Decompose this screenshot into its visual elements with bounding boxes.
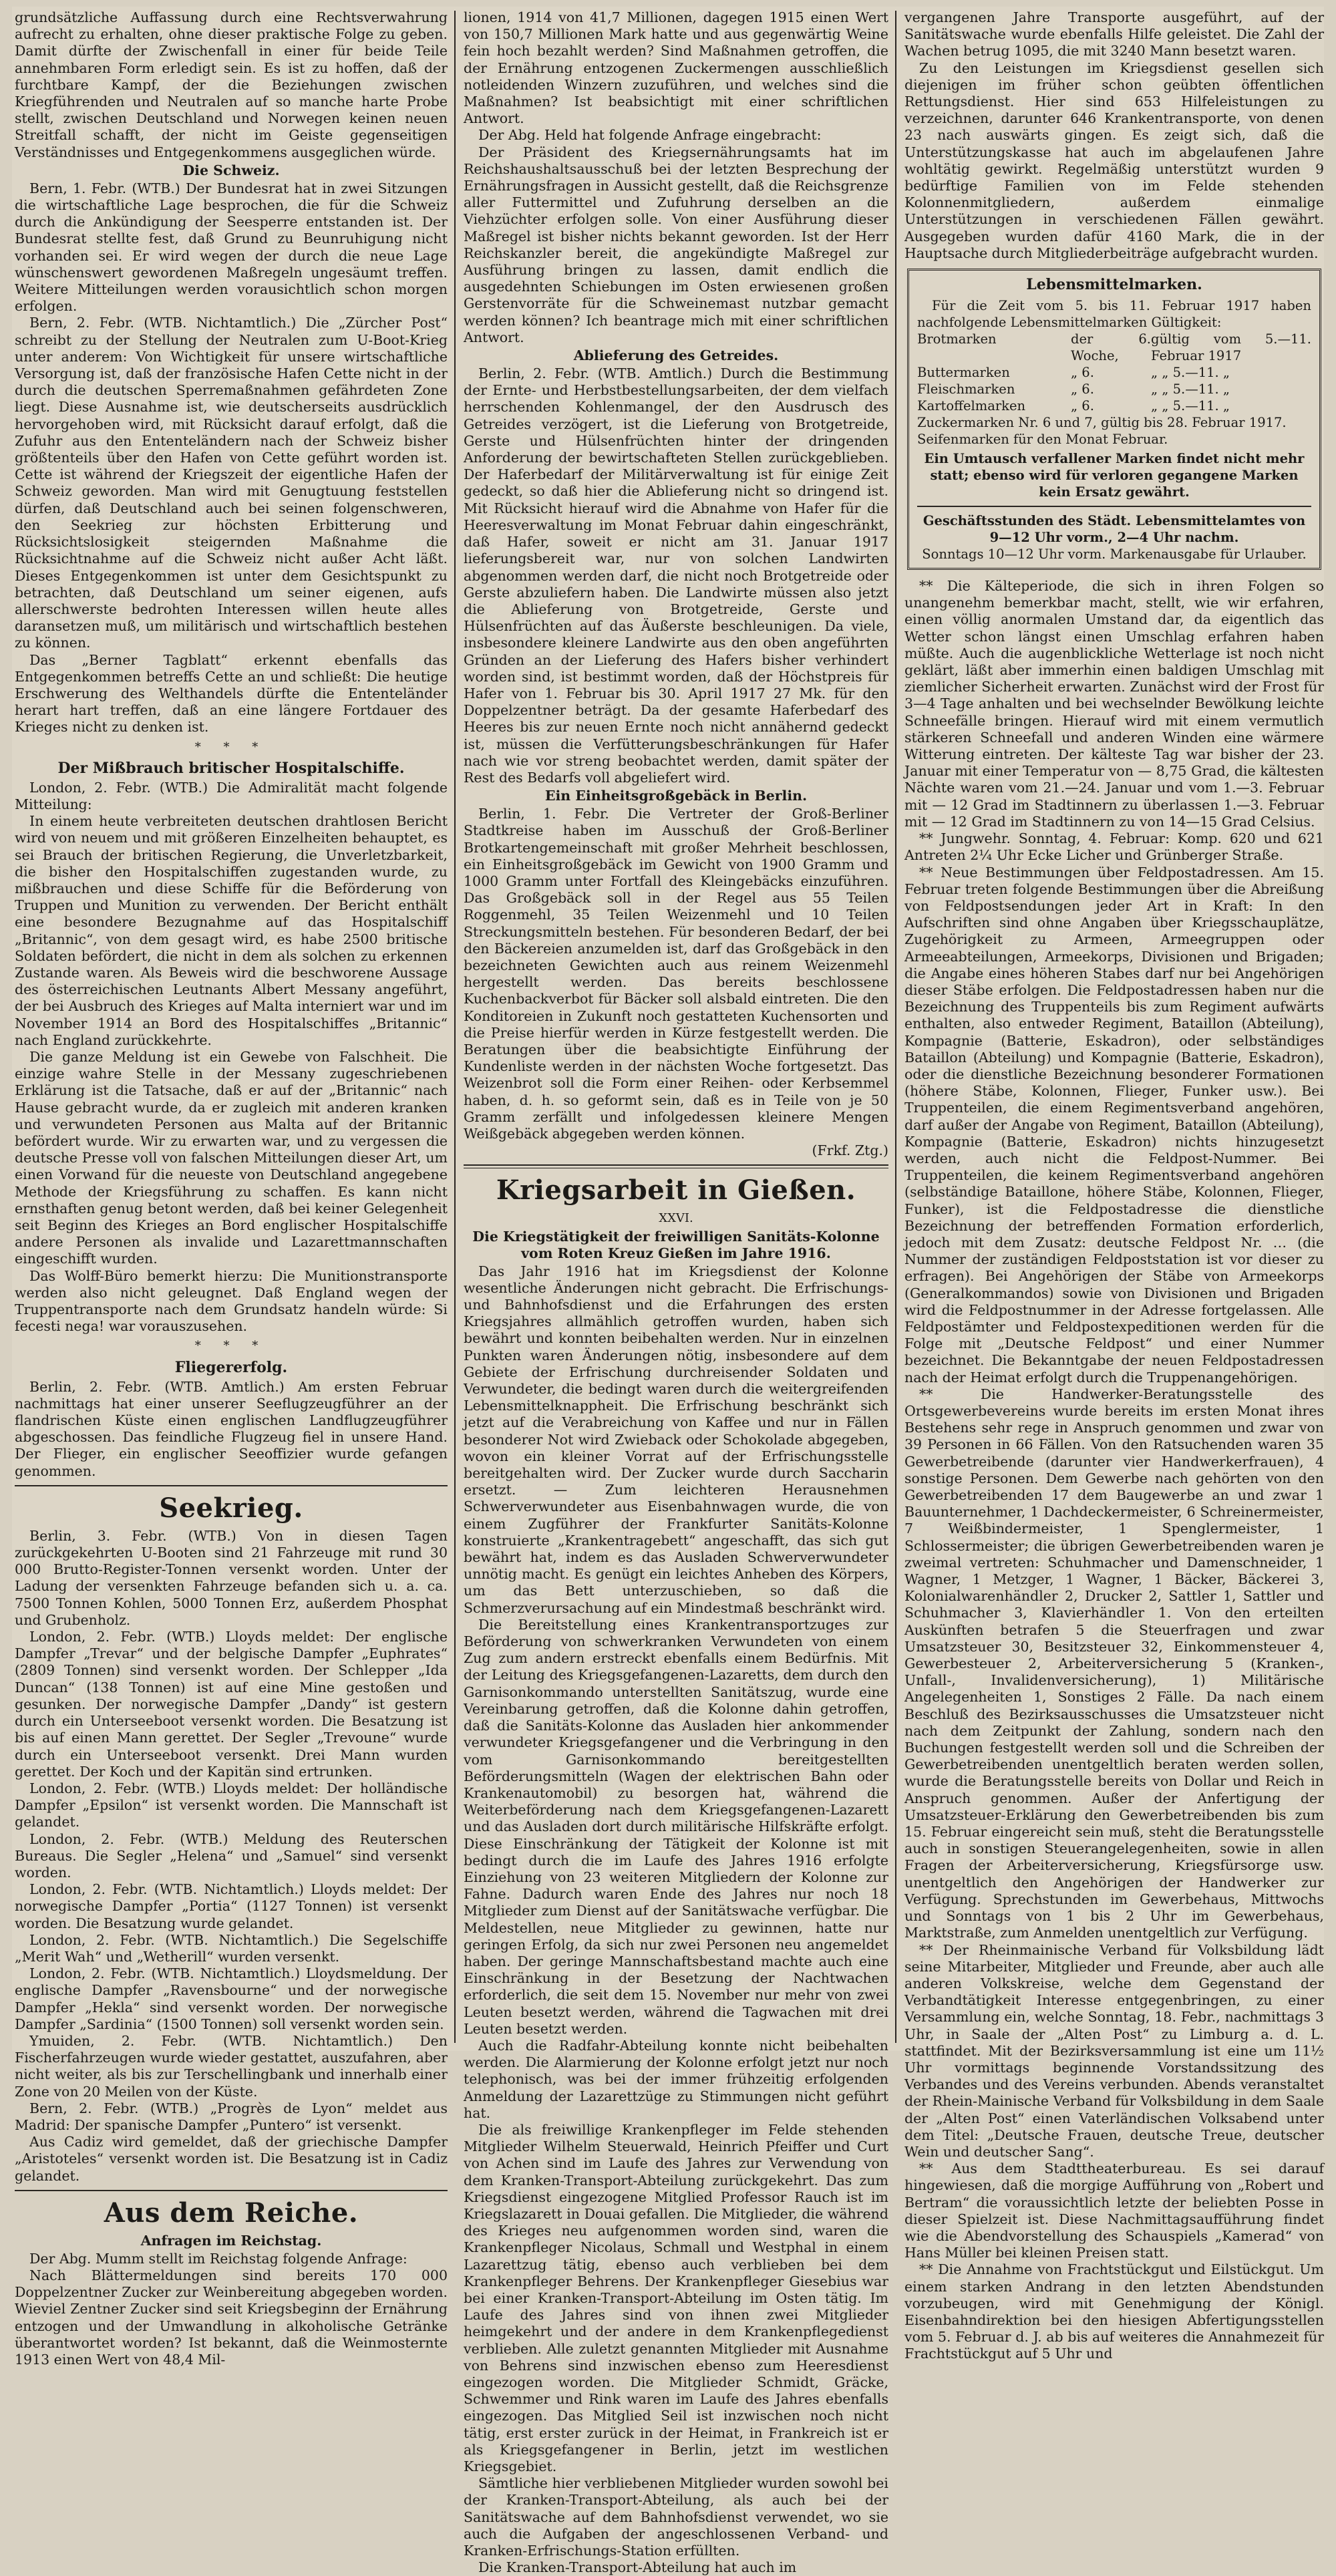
article-continuation: lionen, 1914 von 41,7 Millionen, dagegen 1915 einen Wert von 150,7 Millionen Mark hatte und aus gegenwärtig Weine fein hoch bezahlt werden? Sind Maßnahmen getroffen, die der Ernährung entzogenen Zuckermengen ausschließlich notleidenden Winzern zuzuführen, und welches sind die Maßnahmen? Ist beabsichtigt mit einer schriftlichen Antwort. — [464, 9, 888, 127]
section-heading: Ein Einheitsgroßgebäck in Berlin. — [544, 788, 808, 804]
article-continuation: vergangenen Jahre Transporte ausgeführt, auf der Sanitätswache wurde ebenfalls Hilfe geleistet. Die Zahl der Wachen betrug 1095, die mit 3240 Mann besetzt waren. — [904, 9, 1324, 59]
paragraph: ** Die Kälteperiode, die sich in ihren Folgen so unangenehm bemerkbar macht, stellt, wie wir erfahren, einen völlig anormalen Umstand dar, da eigentlich das Wetter schon längst einen Umschlag erfahren haben müßte. Auch die augenblickliche Wetterlage ist noch nicht geklärt, läßt aber immerhin einen baldigen Umschlag mit ziemlicher Sicherheit erwarten. Zunächst wird der Frost für 3—4 Tage anhalten und bei wechselnder Bewölkung leichte Schneefälle bringen. Hierauf wird mit einem vermutlich stärkeren Schneefall und anderen Winden eine wärmere Witterung eintreten. Der kälteste Tag war bisher der 23. Januar mit einer Temperatur von — 8,75 Grad, die kältesten Nächte waren vom 21.—24. Januar und vom 1.—3. Februar mit — 12 Grad im Stadtinnern zu überlassen 1.—3. Februar mit — 12 Grad im Stadtinnern zu von 14—15 Grad Celsius. — [904, 578, 1324, 830]
box-title: Lebensmittelmarken. — [1026, 276, 1202, 294]
paragraph: Bern, 2. Febr. (WTB. Nichtamtlich.) Die „Zürcher Post“ schreibt zu der Stellung der Neutralen zum U-Boot-Krieg unter anderem: Von Wichtigkeit für unsere wirtschaftliche Versorgung ist, daß der französische Hafen Cette nicht in der durch die deutschen Sperremaßnahmen gefährdeten Zone liegt. Diese Ausnahme ist, wie deutscherseits ausdrücklich hervorgehoben wird, mit Rücksicht darauf erfolgt, daß die Zufuhr aus den Ententeländern nach der Schweiz bisher größtenteils über den Hafen von Cette geführt worden ist. Cette ist während der Kriegszeit der eigentliche Hafen der Schweiz geworden. Man wird mit Genugtuung feststellen dürfen, daß Deutschland auch bei seinen folgenschweren, den Seekrieg zur höchsten Erbitterung und Rücksichtslosigkeit steigernden Maßnahme die Rücksichtnahme auf die Schweiz nicht außer Acht läßt. Dieses Entgegenkommen ist unter dem Gesichtspunkt zu betrachten, daß Deutschland um seiner eigenen, aufs allerschwerste bedrohten Interessen willen heute alles daransetzen muß, um militärisch und wirtschaftlich bestehen zu können. — [15, 315, 448, 651]
separator-stars: * * * — [194, 1339, 268, 1353]
paragraph: ** Aus dem Stadttheaterbureau. Es sei darauf hingewiesen, daß die morgige Aufführung von „Robert und Bertram“ die voraussichtlich letzte der beliebten Posse in dieser Spielzeit ist. Diese Nachmittagsaufführung findet wie die Abendvorstellung des Schauspiels „Kamerad“ von Hans Müller bei kleinen Preisen statt. — [904, 2160, 1324, 2261]
paragraph: Das Jahr 1916 hat im Kriegsdienst der Kolonne wesentliche Änderungen nicht gebracht. Die Erfrischungs- und Bahnhofsdienst und die Erfahrungen des ersten Kriegsjahres allmählich getroffen wurden, haben sich bewährt und konnten beibehalten werden. Nur in einzelnen Punkten waren Änderungen nötig, insbesondere auf dem Gebiete der Erfrischung durchreisender Soldaten und Verwundeter, die bedingt waren durch die weitergreifenden Lebensmittelknappheit. Die Erfrischung beschränkt sich jetzt auf die Verabreichung von Kaffee und nur in Fällen besonderer Not wird Zwieback oder Schokolade abgegeben, wovon ein kleiner Vorrat auf der Erfrischungsstelle bereitgehalten wird. Der Zucker wurde durch Saccharin ersetzt. — Zum leichteren Herausnehmen Schwerverwundeter aus Eisenbahnwagen wurde, die von einem Zugführer der Frankfurter Sanitäts-Kolonne konstruierte „Krankentragebett“ angeschafft, das sich gut bewährt hat, indem es das Ausladen Schwerverwundeter unnötig macht. Es genügt ein leichtes Anheben des Körpers, um das Bett unterzuschieben, so daß die Schmerzverursachung auf ein Mindestmaß beschränkt wird. — [464, 1263, 888, 1616]
divider — [15, 2190, 448, 2191]
column-3 — [904, 9, 1324, 2362]
article-heading: Der Mißbrauch britischer Hospitalschiffe. — [57, 759, 405, 777]
divider — [917, 506, 1311, 507]
paragraph: ** Die Annahme von Frachtstückgut und Eilstückgut. Um einem starken Andrang in den letzten Abendstunden vorzubeugen, wird mit Genehmigung der Königl. Eisenbahndirektion bei den hiesigen Abfertigungsstellen vom 5. Februar d. J. ab bis auf weiteres die Annahmezeit für Frachtstückgut auf 5 Uhr und — [904, 2261, 1324, 2362]
paragraph: Der Präsident des Kriegsernährungsamts hat im Reichshaushaltsausschuß bei der letzten Besprechung der Ernährungsfragen in Aussicht gestellt, daß die Reichsgrenze aller Futtermittel und Zufuhrung derselben an die Viehzüchter erfolgen solle. Von einer Ausführung dieser Maßregel ist bisher nichts bekannt geworden. Ist der Herr Reichskanzler bereit, die angekündigte Maßregel zur Ausführung bringen zu lassen, damit endlich die ausgedehnten Schiebungen im Osten erwiesenen großen Gerstenvorräte für die Schweinemast nutzbar gemacht werden können? Ich beantrage mich mit einer schriftlichen Antwort. — [464, 144, 888, 345]
section-title-seekrieg: Seekrieg. — [159, 1492, 303, 1524]
paragraph: ** Jungwehr. Sonntag, 4. Februar: Komp. 620 und 621 Antreten 2¼ Uhr Ecke Licher und Grünberger Straße. — [904, 830, 1324, 864]
paragraph: Aus Cadiz wird gemeldet, daß der griechische Dampfer „Aristoteles“ versenkt worden ist. Die Besatzung ist in Cadiz gelandet. — [15, 2134, 448, 2184]
paragraph: Bern, 2. Febr. (WTB.) „Progrès de Lyon“ meldet aus Madrid: Der spanische Dampfer „Puntero“ ist versenkt. — [15, 2100, 448, 2133]
paragraph: London, 2. Febr. (WTB.) Die Admiralität macht folgende Mitteilung: — [15, 779, 448, 812]
article-heading: Fliegererfolg. — [174, 1358, 288, 1376]
column-rule — [895, 11, 896, 2043]
ration-row: Buttermarken „ 6. „ „ 5.—11. „ — [917, 365, 1230, 381]
paragraph: Ymuiden, 2. Febr. (WTB. Nichtamtlich.) Den Fischerfahrzeugen wurde wieder gestattet, auszufahren, aber nicht weiter, als bis zur Terschellingbank und innerhalb einer Zone von 20 Meilen von der Küste. — [15, 2032, 448, 2100]
ration-row: Fleischmarken „ 6. „ „ 5.—11. „ — [917, 381, 1230, 397]
paragraph: Auch die Radfahr-Abteilung konnte nicht beibehalten werden. Die Alarmierung der Kolonne erfolgt jetzt nur noch telephonisch, was bei der immer frühzeitig erfolgenden Anmeldung der Lazarettzüge zu Stimmungen nicht geführt hat. — [464, 2037, 888, 2121]
paragraph: Nach Blättermeldungen sind bereits 170 000 Doppelzentner Zucker zur Weinbereitung abgegeben worden. Wieviel Zentner Zucker sind seit Kriegsbeginn der Ernährung entzogen und der Umwandlung in alkoholische Getränke überantwortet worden? Ist bekannt, daß die Weinmosternte 1913 einen Wert von 48,4 Mil- — [15, 2267, 448, 2368]
soap-marks: Seifenmarken für den Monat Februar. — [917, 432, 1168, 448]
source-note: (Frkf. Ztg.) — [812, 1142, 888, 1159]
ration-card-notice-box — [907, 269, 1321, 570]
box-intro: Für die Zeit vom 5. bis 11. Februar 1917 haben nachfolgende Lebensmittelmarken Gültigkeit: — [917, 298, 1311, 331]
paragraph: Bern, 1. Febr. (WTB.) Der Bundesrat hat in zwei Sitzungen die wirtschaftliche Lage besprochen, die für die Schweiz durch die Ankündigung der Seesperre entstanden ist. Der Bundesrat stellte fest, daß Grund zu Beunruhigung nicht vorhanden sei. Er wird wegen der durch die neue Lage wünschenswert gewordenen Maßregeln ungesäumt treffen. Weitere Mitteilungen werden vorausichtlich schon morgen erfolgen. — [15, 180, 448, 315]
paragraph: Die Kranken-Transport-Abteilung hat auch im — [478, 2559, 797, 2576]
paragraph: London, 2. Febr. (WTB.) Meldung des Reuterschen Bureaus. Die Segler „Helena“ und „Samuel“ sind versenkt worden. — [15, 1830, 448, 1881]
paragraph: Sämtliche hier verbliebenen Mitglieder wurden sowohl bei der Kranken-Transport-Abteilung, als auch bei der Sanitätswache auf dem Bahnhofsdienst verwendet, wo sie auch die Aufgaben der angeschlossenen Verband- und Kranken-Erfrischungs-Station erfüllten. — [464, 2475, 888, 2559]
paragraph: Die Bereitstellung eines Krankentransportzuges zur Beförderung von schwerkranken Verwundeten von einem Zug zum andern erstreckt ebenfalls einem Bedürfnis. Mit der Leitung des Kriegsgefangenen-Lazaretts, dem durch den Garnisonkommando unterstellten Sanitätszug, wurde eine Vereinbarung getroffen, daß die Kolonne dahin getroffen, daß die Sanitäts-Kolonne das Ausladen hier ankommender verwundeter Kriegsgefangener und die Verbringung in den vom Garnisonkommando bereitgestellten Beförderungsmitteln (Wagen der elektrischen Bahn oder Krankenautomobil) zu besorgen hat, während die Weiterbeförderung nach dem Kriegsgefangenen-Lazarett und das Ausladen dort durch militärische Hilfskräfte erfolgt. Diese Einschränkung der Tätigkeit der Kolonne ist mit bedingt durch die im Laufe des Jahres 1916 erfolgte Einziehung von 23 weiteren Mitgliedern der Kolonne zur Fahne. Dadurch waren Ende des Jahres nur noch 18 Mitglieder zum Dienst auf der Sanitätswache verfügbar. Die Meldestellen, neue Mitglieder zu gewinnen, hatte nur geringen Erfolg, da sich nur zwei Personen neu angemeldet haben. Der geringe Mannschaftsbestand machte auch eine Einschränkung in der Besetzung der Nachtwachen erforderlich, die seit dem 15. November nur mehr von zwei Leuten besetzt werden, während die Tagwachen mit drei Leuten besetzt werden. — [464, 1616, 888, 2037]
paragraph: Die ganze Meldung ist ein Gewebe von Falschheit. Die einzige wahre Stelle in der Messany zugeschriebenen Erklärung ist die Tatsache, daß er auf der „Britannic“ nach Hause gebracht wurde, da er zugleich mit anderen kranken und verwundeten Personen aus Malta auf der Britannic befördert wurde. Wir zu erwarten war, und zu vergessen die deutsche Presse voll von falschen Mitteilungen dieser Art, um einen Vorwand für die neueste von Deutschland angegebene Methode der Kriegsführung zu schaffen. Es kann nicht ernsthaften genug betont werden, daß bei keiner Gelegenheit seit Beginn des Krieges an Bord englischer Hospitalschiffe andere Personen als invalide und Lazarettmannschaften eingeschifft wurden. — [15, 1048, 448, 1267]
paragraph: Berlin, 1. Febr. Die Vertreter der Groß-Berliner Stadtkreise haben im Ausschuß der Groß-Berliner Brotkartengemeinschaft mit großer Mehrheit beschlossen, ein Einheitsgroßgebäck im Gewicht von 1900 Gramm und 1000 Gramm unter Fortfall des Kleingebäcks einzuführen. Das Großgebäck soll in der Regel aus 55 Teilen Roggenmehl, 35 Teilen Weizenmehl und 10 Teilen Streckungsmitteln bestehen. Für besonderen Bedarf, der bei den Bäckereien anzumelden ist, darf das Großgebäck in den bezeichneten Gewichten auch aus reinem Weizenmehl hergestellt werden. Das bereits beschlossene Kuchenbackverbot für Bäcker soll alsbald eintreten. Die den Konditoreien in Zukunft noch gestatteten Kuchensorten und die Preise hierfür werden in Kürze festgestellt werden. Die Beratungen über die beabsichtigte Einführung der Kundenliste werden in der nächsten Woche fortgesetzt. Das Weizenbrot soll die Form einer Reihen- oder Kerbsemmel haben, d. h. so geformt sein, daß es in Teile von je 50 Gramm zerfällt und infolgedessen kleinere Mengen Weißgebäck abgegeben werden können. — [464, 806, 888, 1142]
paragraph: Das „Berner Tagblatt“ erkennt ebenfalls das Entgegenkommen betreffs Cette an und schließt: Die heutige Erschwerung des Welthandels dürfte die Ententeländer herart hart treffen, daß an eine längere Fortdauer des Krieges nicht zu denken ist. — [15, 651, 448, 736]
paragraph: Der Abg. Mumm stellt im Reichstag folgende Anfrage: — [29, 2250, 407, 2267]
paragraph: Die als freiwillige Krankenpfleger im Felde stehenden Mitglieder Wilhelm Steuerwald, Heinrich Pfeiffer und Curt von Achen sind im Laufe des Jahres zur Verwendung von dem Kranken-Transport-Abteilung zurückgekehrt. Das zum Kriegsdienst eingezogene Mitglied Professor Rauch ist im Kriegslazarett in Douai gefallen. Die Mitglieder, die während des Krieges neu aufgenommen worden sind, waren die Krankenpfleger Nicolaus, Schmall und Westphal in einem Lazarettzug tätig, ebenso auch verblieben bei dem Krankenpfleger Behrens. Der Krankenpfleger Giesebius war bei einer Kranken-Transport-Abteilung im Osten tätig. Im Laufe des Jahres sind von ihnen zwei Mitglieder heimgekehrt und der andere in dem Krankenpflegedienst verblieben. Alle zuletzt genannten Mitglieder mit Ausnahme von Behrens sind inzwischen ebenso zum Heeresdienst eingezogen worden. Die Mitglieder Schmidt, Gräcke, Schwemmer und Rink waren im Laufe des Jahres ebenfalls eingezogen. Das Mitglied Seil ist inzwischen noch nicht tätig, erst erster zurück in der Heimat, in Frankreich ist er als Kriegsgefangener in Berlin, jetzt im westlichen Kriegsgebiet. — [464, 2121, 888, 2475]
exchange-note: Ein Umtausch verfallener Marken findet nicht mehr statt; ebenso wird für verloren gegangene Marken kein Ersatz gewährt. — [924, 451, 1305, 500]
office-hours: Geschäftsstunden des Städt. Lebensmittelamtes von 9—12 Uhr vorm., 2—4 Uhr nachm. — [923, 513, 1306, 546]
paragraph: ** Neue Bestimmungen über Feldpostadressen. Am 15. Februar treten folgende Bestimmungen über die Abreißung von Feldpostsendungen jeder Art in Kraft: In den Aufschriften sind ohne Angaben über Kriegsschauplätze, Zugehörigkeit zu Armeen, Armeegruppen oder Armeeabteilungen, Armeekorps, Divisionen und Brigaden; die Angabe eines höheren Stabes darf nur bei Angehörigen dieser Stäbe erfolgen. Die Feldpostadressen haben nur die Bezeichnung des Truppenteils bis zum Regiment aufwärts enthalten, also entweder Regiment, Bataillon (Abteilung), Kompagnie (Batterie, Eskadron), oder selbständiges Bataillon (Abteilung) und Kompagnie (Batterie, Eskadron), oder die dienstliche Bezeichnung besonderer Formationen (höhere Stäbe, Kolonnen, Flieger, Funker usw.). Bei Truppenteilen, die einem Regimentsverband angehören, darf außer der Angabe von Regiment, Bataillon (Abteilung), Kompagnie (Batterie, Eskadron) nichts hinzugesetzt werden, auch nicht die Feldpost-Nummer. Bei Truppenteilen, die keinem Regimentsverband angehören (selbständige Bataillone, höhere Stäbe, Kolonnen, Flieger, Funker), ist die Feldpostadresse die dienstliche Bezeichnung der betreffenden Formation erforderlich, jedoch mit dem Zusatz: deutsche Feldpost Nr. … (die Nummer der zuständigen Feldpoststation ist vor dieser zu erfragen). Bei Angehörigen der Stäbe von Armeekorps (Generalkommandos) sowie von Divisionen und Brigaden wird die Feldpostnummer in der Adresse fortgelassen. Alle Feldpostämter und Feldpostexpeditionen werden für die Folge mit „Deutsche Feldpost“ und einer Nummer bezeichnet. Die Bekanntgabe der neuen Feldpostadressen nach der Heimat erfolgt durch die Truppenangehörigen. — [904, 864, 1324, 1386]
paragraph: London, 2. Febr. (WTB. Nichtamtlich.) Lloyds meldet: Der norwegische Dampfer „Portia“ (1127 Tonnen) ist versenkt worden. Die Besatzung wurde gelandet. — [15, 1881, 448, 1931]
article-heading: Die Kriegstätigkeit der freiwilligen Sanitäts-Kolonne vom Roten Kreuz Gießen im Jahre 1916. — [472, 1228, 880, 1261]
sugar-marks: Zuckermarken Nr. 6 und 7, gültig bis 28. Februar 1917. — [917, 415, 1287, 431]
divider — [464, 1164, 888, 1168]
divider — [15, 1485, 448, 1486]
section-heading: Die Schweiz. — [182, 162, 280, 178]
section-title-reiche: Aus dem Reiche. — [104, 2197, 359, 2229]
paragraph: ** Die Handwerker-Beratungsstelle des Ortsgewerbevereins wurde bereits im ersten Monat ihres Bestehens sehr rege in Anspruch genommen und zwar von 39 Personen in 66 Fällen. Von den Ratsuchenden waren 35 Gewerbetreibende (darunter vier Handwerkerfrauen), 4 sonstige Personen. Dem Gewerbe nach gehörten von den Gewerbetreibenden 17 dem Baugewerbe an und zwar 1 Bauunternehmer, 1 Dachdeckermeister, 6 Schreinermeister, 7 Weißbindermeister, 1 Spenglermeister, 1 Schlossermeister; die übrigen Gewerbetreibenden waren je zweimal vertreten: Schuhmacher und Damenschneider, 1 Wagner, 1 Metzger, 1 Wagner, 1 Bäcker, Bäckerei 3, Kolonialwarenhändler 2, Drucker 2, Sattler 1, Sattler und Schuhmacher 3, Klavierhändler 1. Von den erteilten Auskünften betrafen 5 die Steuerfragen und zwar Umsatzsteuer 30, Besitzsteuer 32, Einkommensteuer 4, Gewerbesteuer 2, Arbeiterversicherung 5 (Kranken-, Unfall-, Invalidenversicherung), 1) Militärische Angelegenheiten 1, Sonstiges 2 Fälle. Da nach einem Beschluß des Bezirksausschusses die Umsatzsteuer nicht nach dem Zeitpunkt der Zahlung, sondern nach den Buchungen festgestellt werden soll und die Schreiben der Gewerbetreibenden unentgeltlich beraten werden sollen, wurde die Beratungsstelle bereits von Dollar und Reich in Anspruch genommen. Außer der Anfertigung der Umsatzsteuer-Erklärung den Gewerbetreibenden bis zum 15. Februar eingereicht sein muß, steht die Beratungsstelle auch in sonstigen Steuerangelegenheiten, sowie in allen Fragen der Arbeiterversicherung, Kriegsfürsorge usw. unentgeltlich den Angehörigen der Handwerker zur Verfügung. Sprechstunden im Gewerbehaus, Mittwochs und Sonntags von 1 bis 2 Uhr im Gewerbehaus, Marktstraße, zum Anmelden unentgeltlich zur Verfügung. — [904, 1386, 1324, 1941]
paragraph: Der Abg. Held hat folgende Anfrage eingebracht: — [478, 127, 822, 144]
section-heading: Ablieferung des Getreides. — [573, 347, 779, 364]
article-continuation: grundsätzliche Auffassung durch eine Rechtsverwahrung aufrecht zu erhalten, ohne dieser praktische Folge zu geben. Damit dürfte der Zwischenfall in einer für beide Teile annehmbaren Form erledigt sein. Es ist zu hoffen, daß der furchtbare Kampf, der die Beziehungen zwischen Kriegführenden und Neutralen auf so manche harte Probe stellt, zwischen Deutschland und Norwegen keinen neuen Streitfall schafft, der nicht im Geiste gegenseitigen Verständnisses und Entgegenkommens ausgeglichen würde. — [15, 9, 448, 160]
column-rule — [454, 11, 456, 2043]
sunday-hours: Sonntags 10—12 Uhr vorm. Markenausgabe für Urlauber. — [922, 546, 1307, 562]
paragraph: London, 2. Febr. (WTB.) Lloyds meldet: Der holländische Dampfer „Epsilon“ ist versenkt worden. Die Mannschaft ist gelandet. — [15, 1780, 448, 1830]
section-heading: Anfragen im Reichstag. — [140, 2232, 322, 2249]
paragraph: Berlin, 2. Febr. (WTB. Amtlich.) Am ersten Februar nachmittags hat einer unserer Seeflugzeugführer an der flandrischen Küste einen englischen Landflugzeugführer abgeschossen. Das feindliche Flugzeug fiel in unsere Hand. Der Flieger, ein englischer Seeoffizier wurde gefangen genommen. — [15, 1378, 448, 1479]
ration-row: Kartoffelmarken „ 6. „ „ 5.—11. „ — [917, 398, 1230, 414]
ration-row: Brotmarken der 6. Woche, gültig vom 5.—11. Februar 1917 — [917, 331, 1311, 364]
section-title-kriegsarbeit: Kriegsarbeit in Gießen. — [496, 1174, 856, 1206]
paragraph: London, 2. Febr. (WTB.) Lloyds meldet: Der englische Dampfer „Trevar“ und der belgische Dampfer „Euphrates“ (2809 Tonnen) sind versenkt worden. Der Schlepper „Ida Duncan“ (138 Tonnen) ist auf eine Mine gestoßen und gesunken. Der norwegische Dampfer „Dandy“ ist gestern durch ein Unterseeboot versenkt worden. Die Besatzung ist bis auf einen Mann gerettet. Der Segler „Trevoune“ wurde durch ein Unterseeboot versenkt. Drei Mann wurden gerettet. Der Koch und der Kapitän sind ertrunken. — [15, 1629, 448, 1780]
paragraph: London, 2. Febr. (WTB. Nichtamtlich.) Die Segelschiffe „Merit Wah“ und „Wetherill“ wurden versenkt. — [15, 1931, 448, 1965]
series-number: XXVI. — [659, 1211, 693, 1226]
paragraph: London, 2. Febr. (WTB. Nichtamtlich.) Lloydsmeldung. Der englische Dampfer „Ravensbourne“ und der norwegische Dampfer „Hekla“ sind versenkt worden. Der norwegische Dampfer „Sardinia“ (1500 Tonnen) soll versenkt worden sein. — [15, 1965, 448, 2032]
paragraph: Berlin, 3. Febr. (WTB.) Von in diesen Tagen zurückgekehrten U-Booten sind 21 Fahrzeuge mit rund 30 000 Brutto-Register-Tonnen versenkt worden. Unter der Ladung der versenkten Fahrzeuge befanden sich u. a. ca. 7500 Tonnen Kohlen, 5000 Tonnen Erz, außerdem Phosphat und Grubenholz. — [15, 1527, 448, 1628]
paragraph: ** Der Rheinmainische Verband für Volksbildung lädt seine Mitarbeiter, Mitglieder und Freunde, aber auch alle anderen Volkskreise, welche dem Gegenstand der Verbandtätigkeit Interesse entgegenbringen, zu einer Versammlung ein, welche Sonntag, 18. Febr., nachmittags 3 Uhr, in Saale der „Alten Post“ zu Limburg a. d. L. stattfindet. Mit der Bezirksversammlung ist eine um 11½ Uhr vormittags beginnende Vorstandssitzung des Verbandes und des Vereins verbunden. Abends veranstaltet der Rhein-Mainische Verband für Volksbildung in dem Saale der „Alten Post“ einen Vaterländischen Volksabend unter dem Titel: „Deutsche Frauen, deutsche Treue, deutscher Wein und deutscher Sang“. — [904, 1941, 1324, 2160]
column-1 — [15, 9, 448, 2368]
paragraph: In einem heute verbreiteten deutschen drahtlosen Bericht wird von neuem und mit größeren Einzelheiten behauptet, es sei Brauch der britischen Regierung, die Unverletzbarkeit, die bisher den Hospitalschiffen zugestanden wurde, zu mißbrauchen und diese Schiffe für die Beförderung von Truppen und Munition zu verwenden. Der Bericht enthält eine besondere Bezugnahme auf das Hospitalschiff „Britannic“, von dem gesagt wird, es habe 2500 britische Soldaten befördert, die nicht in dem als solchen zu erkennen Zustande waren. Als Beweis wird die beschworene Aussage des österreichischen Leutnants Albert Messany angeführt, der bei Ausbruch des Krieges auf Malta interniert war und im November 1914 an Bord des Hospitalschiffes „Britannic“ nach England zurückkehrte. — [15, 813, 448, 1048]
paragraph: Das Wolff-Büro bemerkt hierzu: Die Munitionstransporte werden also nicht geleugnet. Daß England wegen der Truppentransporte nach dem Grundsatz handeln würde: Si fecesti nega! war vorauszusehen. — [15, 1267, 448, 1335]
paragraph: Zu den Leistungen im Kriegsdienst gesellen sich diejenigen im früher schon geübten öffentlichen Rettungsdienst. Hier sind 653 Hilfeleistungen zu verzeichnen, darunter 646 Krankentransporte, von denen 23 nach auswärts gingen. Es zeigt sich, daß die Unterstützungskasse hat auch im abgelaufenen Jahre wohltätig gewirkt. Regelmäßig unterstützt wurden 9 bedürftige Familien von im Felde stehenden Kolonnenmitgliedern, außerdem einmalige Unterstützungen in verschiedenen Fällen gewährt. Ausgegeben wurden dafür 4160 Mark, die in der Hauptsache durch Mitgliederbeiträge aufgebracht wurden. — [904, 59, 1324, 261]
paragraph: Berlin, 2. Febr. (WTB. Amtlich.) Durch die Bestimmung der Ernte- und Herbstbestellungsarbeiten, der dem vielfach herrschenden Kohlenmangel, der den Ausdrusch des Getreides verzögert, ist die Lieferung von Brotgetreide, Gerste und Hülsenfrüchten hinter der dringenden Anforderung der bewirtschafteten Stellen zurückgeblieben. Der Haferbedarf der Militärverwaltung ist für einige Zeit gedeckt, so daß hier die Ablieferung nicht so dringend ist. Mit Rücksicht hierauf wird die Abnahme von Hafer für die Heeresverwaltung im Monat Februar dahin eingeschränkt, daß Hafer, soweit er nicht am 31. Januar 1917 lieferungsbereit war, nur von solchen Landwirten abgenommen werden darf, die nicht noch Brotgetreide oder Gerste abzuliefern haben. Die Landwirte müssen also jetzt die Ablieferung von Brotgetreide, Gerste und Hülsenfrüchten auf das Äußerste beschleunigen. Da viele, insbesondere kleinere Landwirte aus den oben angeführten Gründen an der Lieferung des Hafers bisher verhindert worden sind, ist bestimmt worden, daß der Höchstpreis für Hafer von 1. Februar bis 30. April 1917 27 Mk. für den Doppelzentner beträgt. Da der gesamte Haferbedarf des Heeres bis zur neuen Ernte noch nicht annähernd gedeckt ist, müssen die Verfütterungsbeschränkungen für Hafer nach wie vor streng beobachtet werden, damit später der Rest des Bedarfs voll abgeliefert wird. — [464, 365, 888, 786]
separator-stars: * * * — [194, 740, 268, 754]
newspaper-page — [12, 7, 1324, 2576]
column-2 — [464, 9, 888, 2576]
